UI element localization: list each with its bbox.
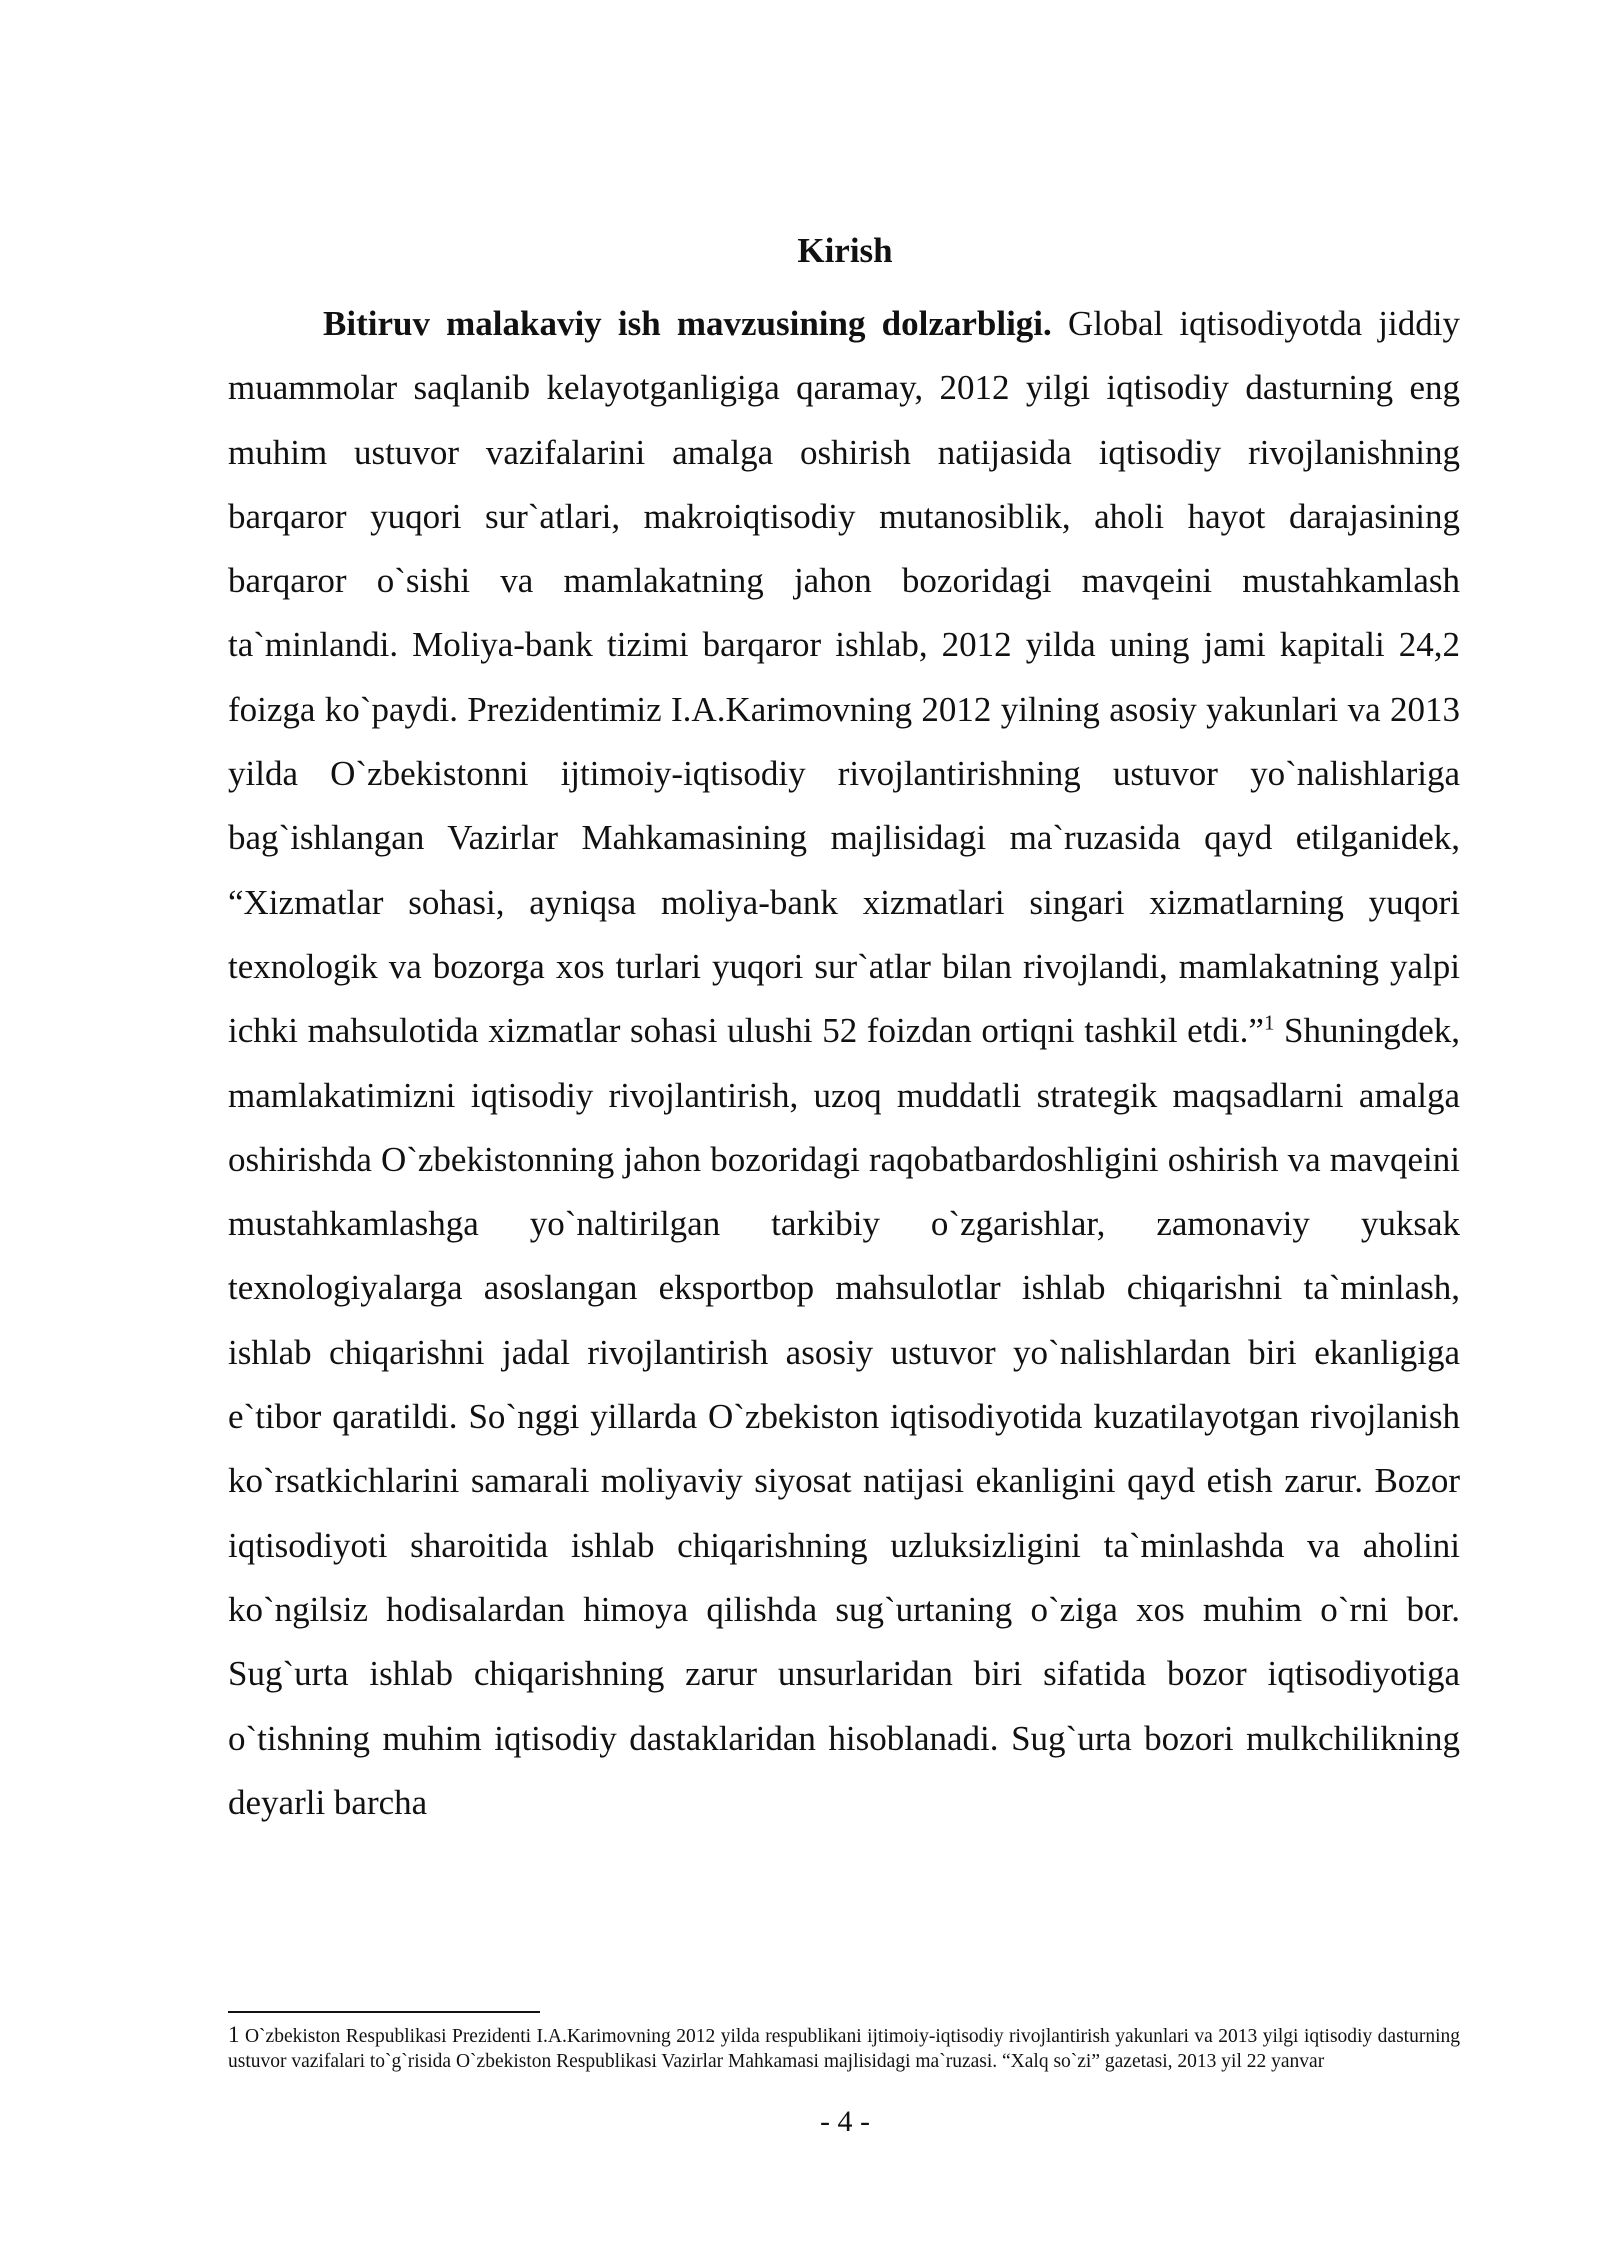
page-number: - 4 - [820, 2105, 870, 2138]
lead-heading: Bitiruv malakaviy ish mavzusining dolzarbligi. [323, 304, 1052, 343]
footnote-reference[interactable]: 1 [1263, 1010, 1275, 1035]
footnote-divider [228, 2011, 540, 2013]
paragraph-text-part-2: Shuningdek, mamlakatimizni iqtisodiy rivojlantirish, uzoq muddatli strategik maqsadlarni amalga oshirishda O`zbekistonning jahon bozoridagi raqobatbardoshligini oshirish va mavqeini mustahkamlashga yo`naltirilgan tarkibiy o`zgarishlar, zamonaviy yuksak texnologiyalarga asoslangan eksportbop mahsulotlar ishlab chiqarishni ta`minlash, ishlab chiqarishni jadal rivojlantirish asosiy ustuvor yo`nalishlardan biri ekanligiga e`tibor qaratildi. So`nggi yillarda O`zbekiston iqtisodiyotida kuzatilayotgan rivojlanish ko`rsatkichlarini samarali moliyaviy siyosat natijasi ekanligini qayd etish zarur. Bozor iqtisodiyoti sharoitida ishlab chiqarishning uzluksizligini ta`minlashda va aholini ko`ngilsiz hodisalardan himoya qilishda sug`urtaning o`ziga xos muhim o`rni bor. Sug`urta ishlab chiqarishning zarur unsurlaridan biri sifatida bozor iqtisodiyotiga o`tishning muhim iqtisodiy dastaklaridan hisoblanadi. Sug`urta bozori mulkchilikning deyarli barcha [228, 1011, 1460, 1822]
footnote [228, 2022, 1460, 2074]
paragraph-text-part-1: Global iqtisodiyotda jiddiy muammolar saqlanib kelayotganligiga qaramay, 2012 yilgi iqtisodiy dasturning eng muhim ustuvor vazifalarini amalga oshirish natijasida iqtisodiy rivojlanishning barqaror yuqori sur`atlari, makroiqtisodiy mutanosiblik, aholi hayot darajasining barqaror o`sishi va mamlakatning jahon bozoridagi mavqeini mustahkamlash ta`minlandi. Moliya-bank tizimi barqaror ishlab, 2012 yilda uning jami kapitali 24,2 foizga ko`paydi. Prezidentimiz I.A.Karimovning 2012 yilning asosiy yakunlari va 2013 yilda O`zbekistonni ijtimoiy-iqtisodiy rivojlantirishning ustuvor yo`nalishlariga bag`ishlangan Vazirlar Mahkamasining majlisidagi ma`ruzasida qayd etilganidek, “Xizmatlar sohasi, ayniqsa moliya-bank xizmatlari singari xizmatlarning yuqori texnologik va bozorga xos turlari yuqori sur`atlar bilan rivojlandi, mamlakatning yalpi ichki mahsulotida xizmatlar sohasi ulushi 52 foizdan ortiqni tashkil etdi.” [228, 304, 1460, 1051]
footnote-text: O`zbekiston Respublikasi Prezidenti I.A.Karimovning 2012 yilda respublikani ijtimoiy-iqtisodiy rivojlantirish yakunlari va 2013 yilgi iqtisodiy dasturning ustuvor vazifalari to`g`risida O`zbekiston Respublikasi Vazirlar Mahkamasi majlisidagi ma`ruzasi. “Xalq so`zi” gazetasi, 2013 yil 22 yanvar [228, 2026, 1460, 2072]
footnote-number: 1 [228, 2022, 240, 2047]
body-paragraph [228, 292, 1460, 1835]
page-title: Kirish [797, 231, 893, 270]
